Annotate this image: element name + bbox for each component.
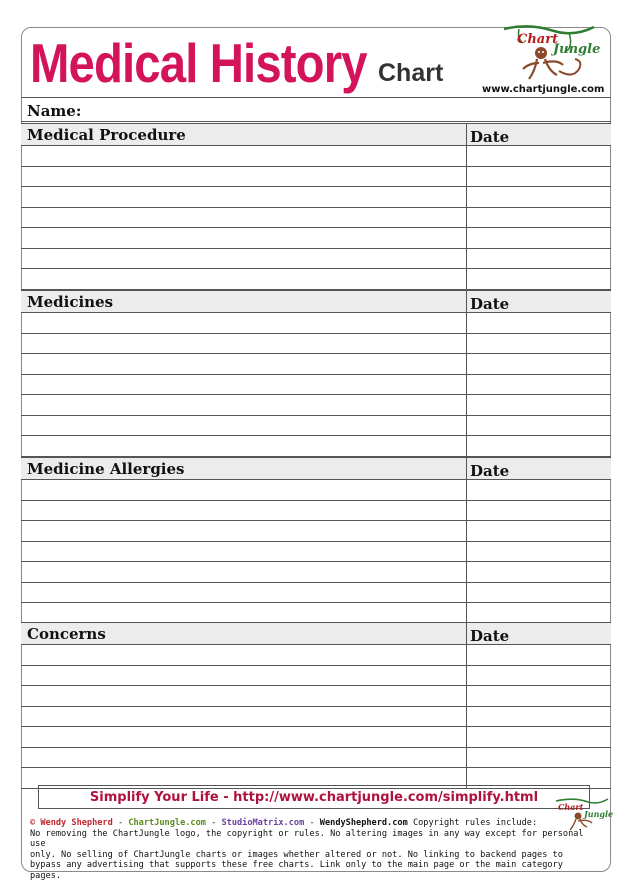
svg-text:Chart: Chart bbox=[517, 32, 559, 47]
table-row bbox=[21, 375, 611, 396]
table-row bbox=[21, 187, 611, 208]
date-column-label: Date bbox=[470, 128, 510, 146]
section-label: Medicines bbox=[27, 293, 114, 311]
page-title: Medical History bbox=[30, 32, 367, 94]
wendyshepherd-link[interactable]: WendyShepherd.com bbox=[319, 818, 408, 828]
section-header bbox=[21, 457, 611, 480]
procedure-cell[interactable] bbox=[21, 208, 466, 228]
medicine-cell[interactable] bbox=[21, 313, 466, 333]
table-row bbox=[21, 208, 611, 229]
simplify-link[interactable]: Simplify Your Life - http://www.chartjungle.com/simplify.html bbox=[89, 790, 539, 805]
section-header bbox=[21, 622, 611, 645]
medicine-cell[interactable] bbox=[21, 375, 466, 395]
date-column-label: Date bbox=[470, 295, 510, 313]
procedure-cell[interactable] bbox=[21, 249, 466, 269]
table-row bbox=[21, 686, 611, 707]
allergy-cell[interactable] bbox=[21, 562, 466, 582]
date-column-label: Date bbox=[470, 627, 510, 645]
concern-cell[interactable] bbox=[21, 645, 466, 665]
copyright-rules-line: No removing the ChartJungle logo, the copyright or rules. No altering images in any way except for personal use bbox=[30, 828, 584, 849]
table-row bbox=[21, 603, 611, 624]
section-label: Medical Procedure bbox=[27, 126, 186, 144]
procedure-cell[interactable] bbox=[21, 228, 466, 248]
medicine-cell[interactable] bbox=[21, 416, 466, 436]
date-cell[interactable] bbox=[467, 603, 611, 623]
date-cell[interactable] bbox=[467, 208, 611, 228]
concern-cell[interactable] bbox=[21, 707, 466, 727]
date-cell[interactable] bbox=[467, 686, 611, 706]
simplify-banner bbox=[38, 785, 590, 809]
name-label: Name: bbox=[27, 102, 82, 120]
chartjungle-logo-icon bbox=[499, 23, 599, 85]
allergy-cell[interactable] bbox=[21, 501, 466, 521]
procedure-cell[interactable] bbox=[21, 146, 466, 166]
table-row bbox=[21, 249, 611, 270]
section-medicine-allergies bbox=[21, 457, 611, 624]
header bbox=[21, 27, 611, 97]
date-cell[interactable] bbox=[467, 395, 611, 415]
date-cell[interactable] bbox=[467, 249, 611, 269]
table-row bbox=[21, 480, 611, 501]
table-row bbox=[21, 562, 611, 583]
table-row bbox=[21, 228, 611, 249]
allergy-cell[interactable] bbox=[21, 542, 466, 562]
date-cell[interactable] bbox=[467, 501, 611, 521]
section-label: Medicine Allergies bbox=[27, 460, 185, 478]
copyright-rules-line: only. No selling of ChartJungle charts or images whether altered or not. No linking to backend pages to bbox=[30, 849, 563, 860]
date-cell[interactable] bbox=[467, 375, 611, 395]
table-row bbox=[21, 583, 611, 604]
table-row bbox=[21, 645, 611, 666]
site-url: www.chartjungle.com bbox=[482, 84, 605, 95]
date-cell[interactable] bbox=[467, 666, 611, 686]
copyright-rules-line: bypass any advertising that supports these free charts. Link only to the main page or the main category pages. bbox=[30, 860, 563, 881]
concern-cell[interactable] bbox=[21, 666, 466, 686]
table-row bbox=[21, 727, 611, 748]
date-cell[interactable] bbox=[467, 562, 611, 582]
table-row bbox=[21, 521, 611, 542]
date-cell[interactable] bbox=[467, 228, 611, 248]
svg-text:Jungle: Jungle bbox=[584, 809, 614, 819]
date-cell[interactable] bbox=[467, 313, 611, 333]
table-row bbox=[21, 542, 611, 563]
date-cell[interactable] bbox=[467, 416, 611, 436]
allergy-cell[interactable] bbox=[21, 521, 466, 541]
name-row bbox=[21, 97, 611, 122]
copyright-owner: © Wendy Shepherd bbox=[30, 818, 113, 828]
date-cell[interactable] bbox=[467, 334, 611, 354]
table-row bbox=[21, 501, 611, 522]
section-header bbox=[21, 123, 611, 146]
svg-text:Jungle: Jungle bbox=[553, 42, 601, 57]
date-cell[interactable] bbox=[467, 707, 611, 727]
table-row bbox=[21, 416, 611, 437]
date-column-label: Date bbox=[470, 462, 510, 480]
allergy-cell[interactable] bbox=[21, 583, 466, 603]
table-row bbox=[21, 334, 611, 355]
allergy-cell[interactable] bbox=[21, 480, 466, 500]
concern-cell[interactable] bbox=[21, 686, 466, 706]
concern-cell[interactable] bbox=[21, 748, 466, 768]
procedure-cell[interactable] bbox=[21, 167, 466, 187]
date-cell[interactable] bbox=[467, 167, 611, 187]
table-row bbox=[21, 666, 611, 687]
allergy-cell[interactable] bbox=[21, 603, 466, 623]
date-cell[interactable] bbox=[467, 269, 611, 289]
svg-text:Chart: Chart bbox=[558, 802, 584, 812]
table-row bbox=[21, 313, 611, 334]
table-row bbox=[21, 146, 611, 167]
section-medical-procedure bbox=[21, 123, 611, 290]
table-row bbox=[21, 354, 611, 375]
table-row bbox=[21, 395, 611, 416]
section-header bbox=[21, 290, 611, 313]
section-rows bbox=[21, 146, 611, 290]
date-cell[interactable] bbox=[467, 727, 611, 747]
table-row bbox=[21, 269, 611, 290]
date-cell[interactable] bbox=[467, 748, 611, 768]
section-label: Concerns bbox=[27, 625, 106, 643]
section-concerns bbox=[21, 622, 611, 789]
date-cell[interactable] bbox=[467, 645, 611, 665]
date-cell[interactable] bbox=[467, 146, 611, 166]
concern-cell[interactable] bbox=[21, 727, 466, 747]
table-row bbox=[21, 748, 611, 769]
date-cell[interactable] bbox=[467, 542, 611, 562]
procedure-cell[interactable] bbox=[21, 187, 466, 207]
date-cell[interactable] bbox=[467, 583, 611, 603]
medicine-cell[interactable] bbox=[21, 436, 466, 456]
medicine-cell[interactable] bbox=[21, 395, 466, 415]
chartjungle-link[interactable]: ChartJungle.com bbox=[128, 818, 206, 828]
date-cell[interactable] bbox=[467, 187, 611, 207]
date-cell[interactable] bbox=[467, 480, 611, 500]
section-medicines bbox=[21, 290, 611, 457]
studiomatrix-link[interactable]: StudioMatrix.com bbox=[221, 818, 305, 828]
section-rows bbox=[21, 313, 611, 457]
table-row bbox=[21, 707, 611, 728]
page-subtitle: Chart bbox=[378, 59, 444, 87]
table-row bbox=[21, 167, 611, 188]
date-cell[interactable] bbox=[467, 436, 611, 456]
table-row bbox=[21, 436, 611, 457]
date-cell[interactable] bbox=[467, 521, 611, 541]
date-cell[interactable] bbox=[467, 354, 611, 374]
copyright-notice: © Wendy Shepherd - ChartJungle.com - StudioMatrix.com - WendyShepherd.com Copyright rules include: No removing the ChartJungle logo, the copyright or rules. No altering images in any way except for personal use only. No selling of ChartJungle charts or images whether altered or not. No linking to backend pages to bypass any advertising that supports these free charts. Link only to the main page or the main category pages. bbox=[30, 818, 590, 881]
section-rows bbox=[21, 645, 611, 789]
section-rows bbox=[21, 480, 611, 624]
medicine-cell[interactable] bbox=[21, 354, 466, 374]
procedure-cell[interactable] bbox=[21, 269, 466, 289]
medicine-cell[interactable] bbox=[21, 334, 466, 354]
